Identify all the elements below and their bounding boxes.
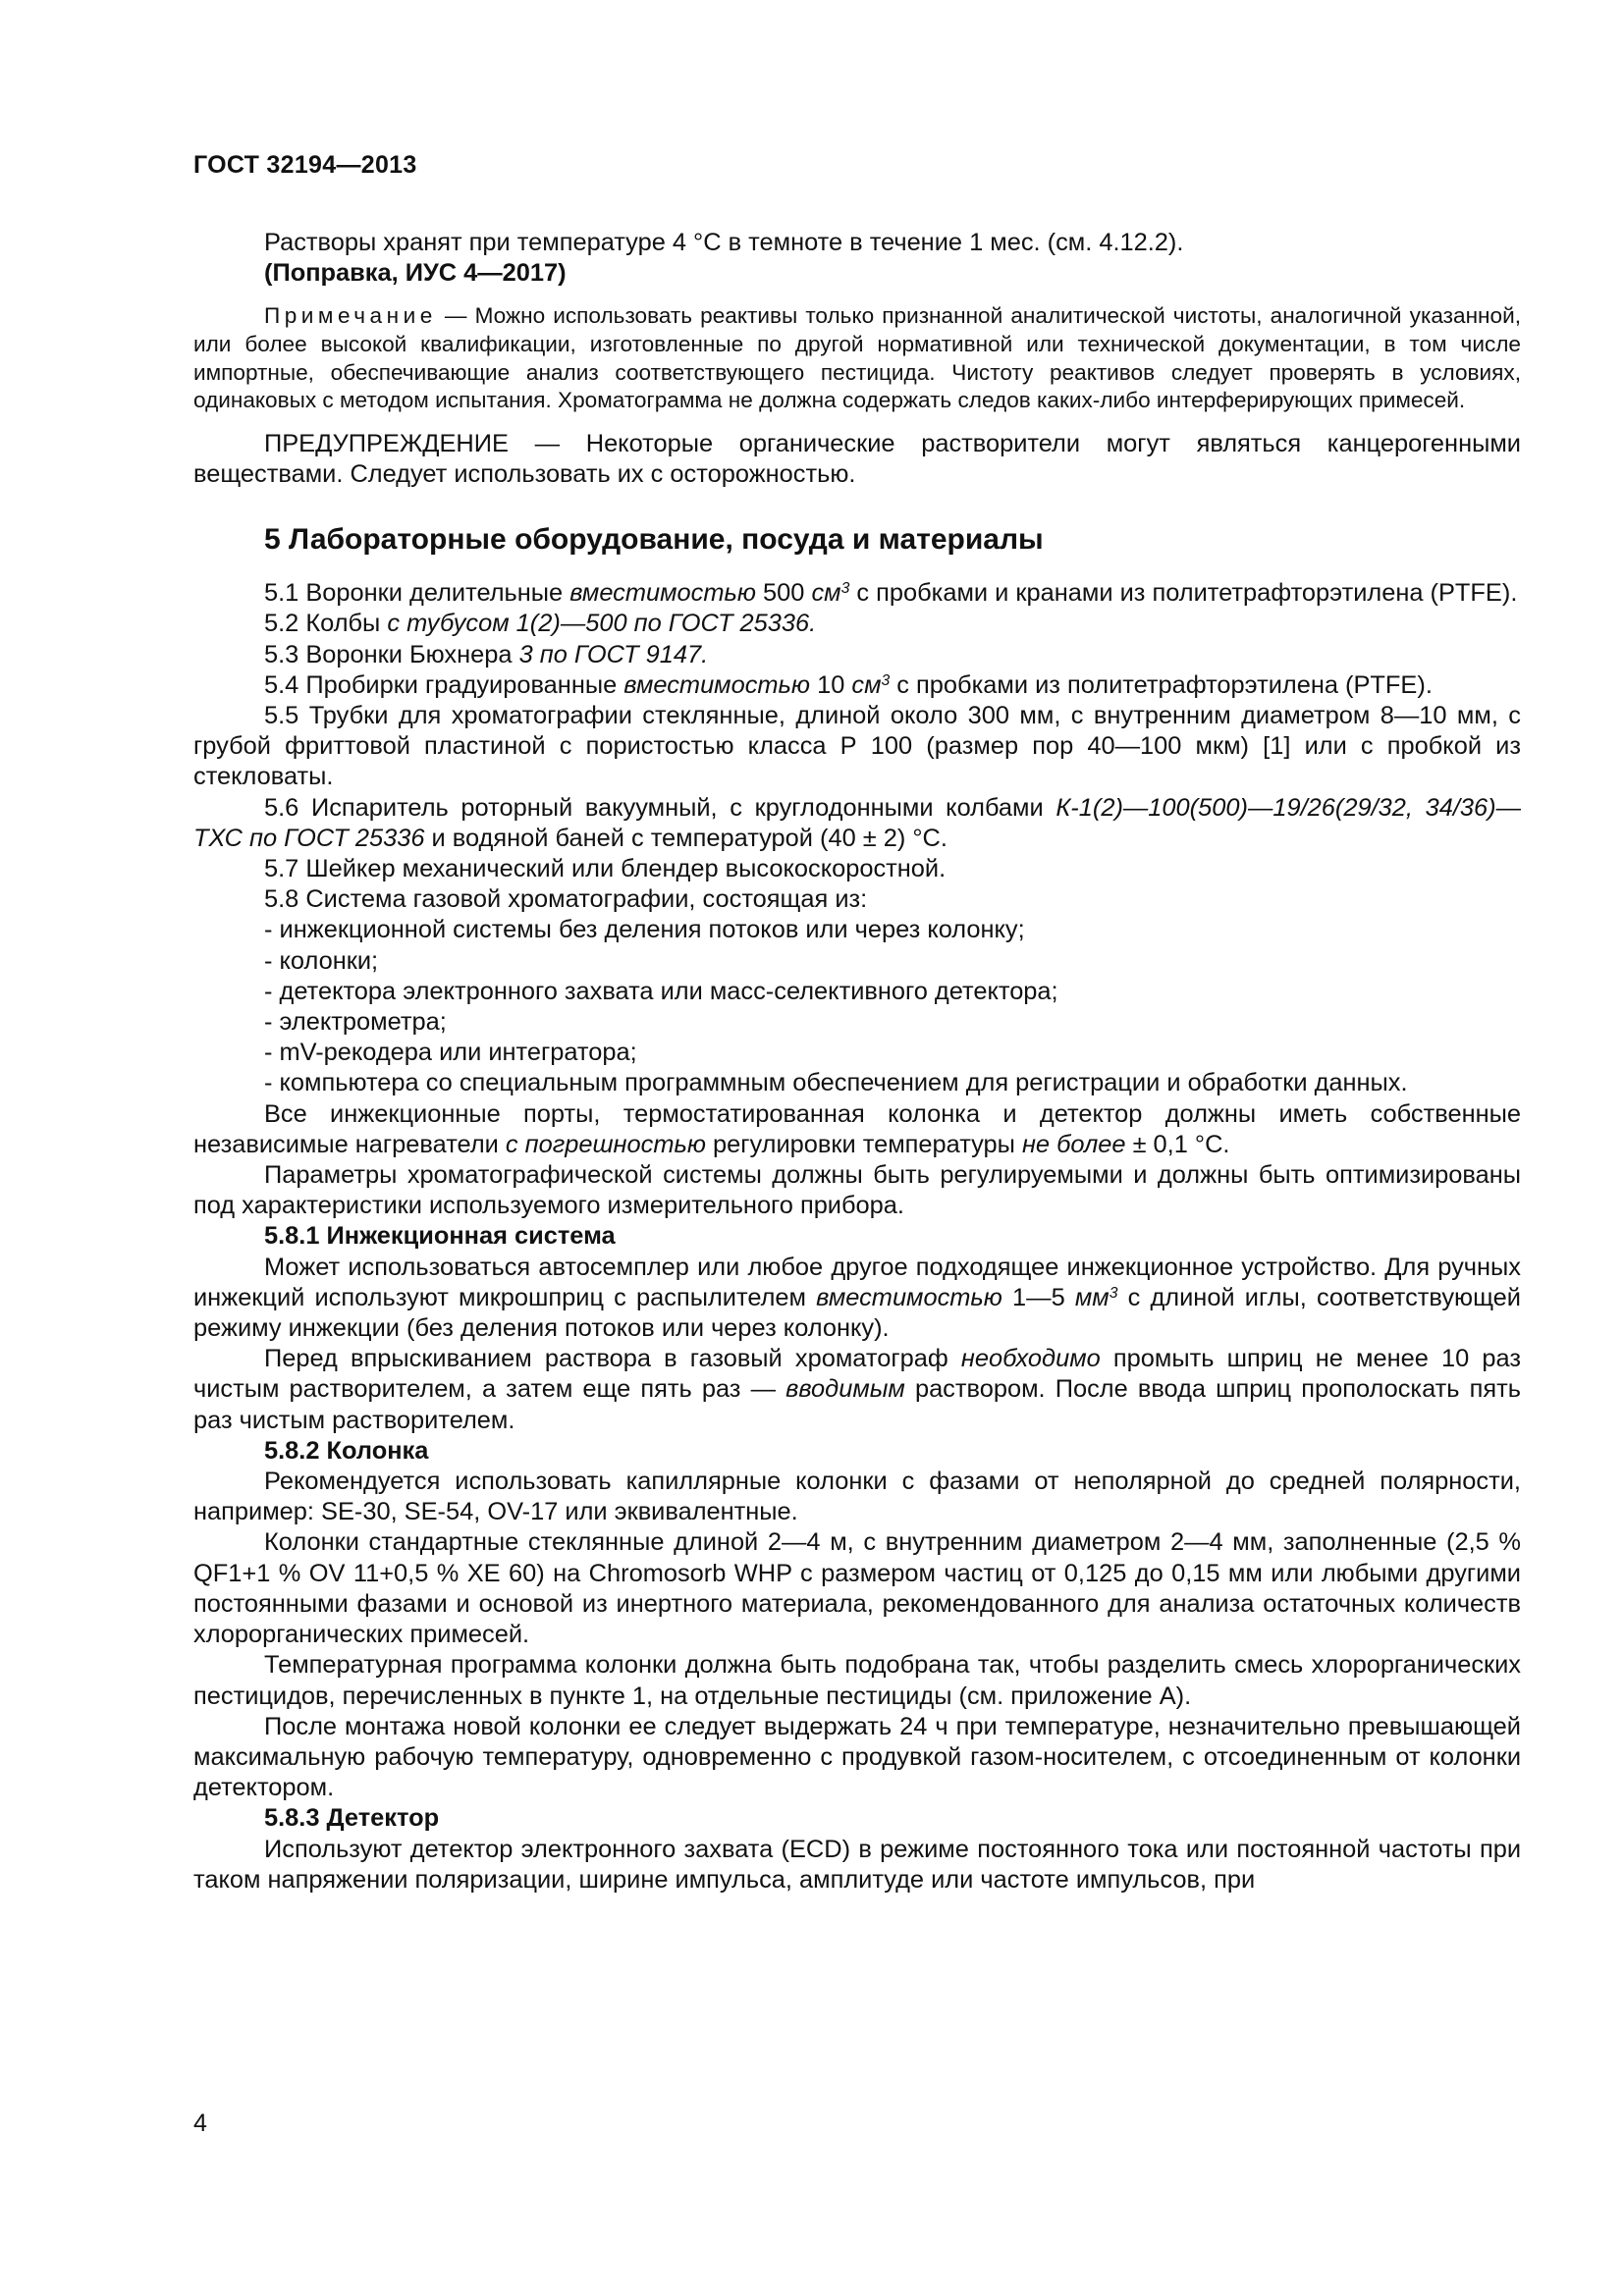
page-body — [193, 228, 1521, 1896]
note-paragraph — [193, 302, 1521, 414]
injection-paragraph: Может использоваться автосемплер или любое другое подходящее инжекционное устройство. Для ручных инжекций используют микрошприц с распылителем вместимостью 1—5 $мм^3$ с длиной иглы, соответствующей режиму инжекции (без деления потоков или через колонку). — [193, 1253, 1521, 1343]
detector-paragraph: Используют детектор электронного захвата (ECD) в режиме постоянного тока или постоянной частоты при таком напряжении поляризации, ширине импульса, амплитуде или частоте импульсов, при — [193, 1835, 1521, 1894]
note-label: Примечание — [264, 303, 437, 329]
list-item: - детектора электронного захвата или масс-селективного детектора; — [264, 977, 1058, 1005]
column-paragraph-2: Колонки стандартные стеклянные длиной 2—4 м, с внутренним диаметром 2—4 мм, заполненные (2,5 % QF1+1 % OV 11+0,5 % ХЕ 60) на Chromosorb WHP с размером частиц от 0,125 до 0,15 мм или любыми другими постоянными фазами и основой из инертного материала, рекомендованного для анализа остаточных количеств хлорорганических примесей. — [193, 1528, 1521, 1649]
item-5-7: 5.7 Шейкер механический или блендер высокоскоростной. — [264, 855, 947, 883]
item-5-6: 5.6 Испаритель роторный вакуумный, с круглодонными колбами К-1(2)—100(500)—19/26(29/32, 34/36)—ТХС по ГОСТ 25336 и водяной баней с температурой (40 ± 2) °С. — [193, 793, 1521, 852]
list-item: - колонки; — [264, 946, 379, 975]
item-5-4: 5.4 Пробирки градуированные вместимостью 10 $см^3$ с пробками из политетрафторэтилена (PTFE). — [264, 670, 1433, 699]
item-5-3: 5.3 Воронки Бюхнера 3 по ГОСТ 9147. — [264, 640, 709, 668]
list-item: - компьютера со специальным программным обеспечением для регистрации и обработки данных. — [264, 1069, 1408, 1097]
subsection-5-8-1-title: 5.8.1 Инжекционная система — [264, 1222, 616, 1251]
column-paragraph-3: Температурная программа колонки должна быть подобрана так, чтобы разделить смесь хлорорганических пестицидов, перечисленных в пункте 1, на отдельные пестициды (см. приложение А). — [193, 1651, 1521, 1710]
column-paragraph-1: Рекомендуется использовать капиллярные колонки с фазами от неполярной до средней полярности, например: SE-30, SE-54, OV-17 или эквивалентные. — [193, 1468, 1521, 1526]
subsection-5-8-3-title: 5.8.3 Детектор — [264, 1804, 440, 1833]
item-5-1: 5.1 Воронки делительные вместимостью 500 $см^3$ с пробками и кранами из политетрафторэтилена (PTFE). — [264, 579, 1518, 608]
warning-paragraph: ПРЕДУПРЕЖДЕНИЕ — Некоторые органические растворители могут являться канцерогенными веществами. Следует использовать их с осторожностью. — [193, 429, 1521, 488]
storage-paragraph: Растворы хранят при температуре 4 °С в темноте в течение 1 мес. (см. 4.12.2). — [264, 229, 1184, 256]
document-header: ГОСТ 32194—2013 — [193, 151, 417, 179]
subsection-5-8-2-title: 5.8.2 Колонка — [264, 1436, 429, 1465]
heaters-paragraph: Все инжекционные порты, термостатированная колонка и детектор должны иметь собственные независимые нагреватели с погрешностью регулировки температуры не более ± 0,1 °С. — [193, 1099, 1521, 1158]
section-5-heading: 5 Лабораторные оборудование, посуда и материалы — [264, 523, 1044, 557]
list-item: - электрометра; — [264, 1008, 447, 1037]
item-5-8: 5.8 Система газовой хроматографии, состоящая из: — [264, 885, 868, 914]
note-text: — Можно использовать реактивы только признанной аналитической чистоты, аналогичной указанной, или более высокой квалификации, изготовленные по другой нормативной или технической документации, в том числе импортные, обеспечивающие анализ соответствующего пестицида. Чистоту реактивов следует проверять в условиях, одинаковых с методом испытания. Хроматограмма не должна содержать следов каких-либо интерферирующих примесей. — [193, 303, 1521, 413]
item-5-2: 5.2 Колбы с тубусом 1(2)—500 по ГОСТ 25336. — [264, 610, 817, 638]
syringe-paragraph: Перед впрыскиванием раствора в газовый хроматограф необходимо промыть шприц не менее 10 раз чистым растворителем, а затем еще пять раз — вводимым раствором. После ввода шприц прополоскать пять раз чистым растворителем. — [193, 1345, 1521, 1434]
list-item: - mV-рекодера или интегратора; — [264, 1039, 637, 1067]
parameters-paragraph: Параметры хроматографической системы должны быть регулируемыми и должны быть оптимизированы под характеристики используемого измерительного прибора. — [193, 1161, 1521, 1220]
item-5-5: 5.5 Трубки для хроматографии стеклянные, длиной около 300 мм, с внутренним диаметром 8—10 мм, с грубой фриттовой пластиной с пористостью класса Р 100 (размер пор 40—100 мкм) [1] или с пробкой из стекловаты. — [193, 702, 1521, 791]
page-number: 4 — [193, 2109, 207, 2137]
amendment-note: (Поправка, ИУС 4—2017) — [264, 259, 567, 288]
list-item: - инжекционной системы без деления потоков или через колонку; — [264, 916, 1025, 944]
column-paragraph-4: После монтажа новой колонки ее следует выдержать 24 ч при температуре, незначительно превышающей максимальную рабочую температуру, одновременно с продувкой газом-носителем, с отсоединенным от колонки детектором. — [193, 1712, 1521, 1802]
